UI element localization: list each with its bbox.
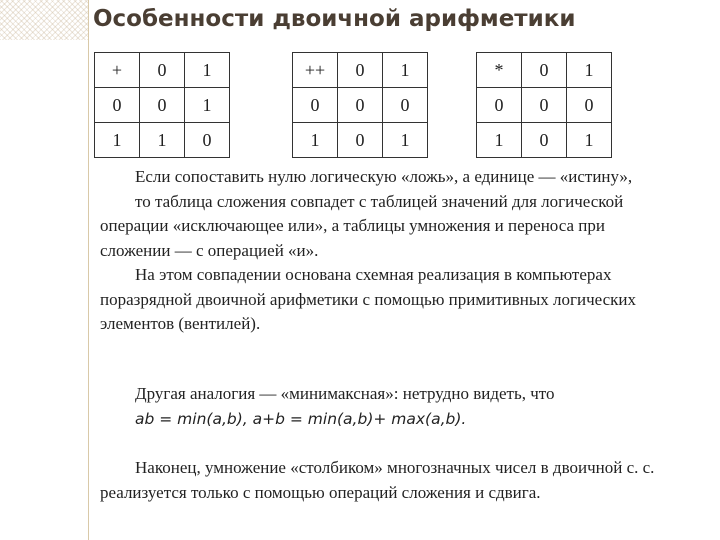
- table-cell: 0: [338, 88, 383, 123]
- table-cell: 1: [567, 123, 612, 158]
- table-cell: *: [477, 53, 522, 88]
- paragraph-logic-mapping: Если сопоставить нулю логическую «ложь», а единице — «истину»,: [135, 167, 633, 186]
- table-cell: +: [95, 53, 140, 88]
- table-cell: 0: [140, 88, 185, 123]
- table-row: [95, 123, 230, 158]
- table-cell: 0: [185, 123, 230, 158]
- table-cell: 1: [95, 123, 140, 158]
- table-cell: 0: [522, 53, 567, 88]
- addition-table: [94, 52, 230, 158]
- table-cell: 0: [522, 88, 567, 123]
- paragraph-multiplication: Наконец, умножение «столбиком» многозначных чисел в двоичной с. с. реализуется только с помощью операций сложения и сдвига.: [100, 458, 655, 502]
- table-cell: 0: [338, 53, 383, 88]
- formula-minmax: ab = min(a,b), a+b = min(a,b)+ max(a,b).: [135, 409, 467, 428]
- table-cell: 0: [383, 88, 428, 123]
- table-cell: 1: [383, 123, 428, 158]
- table-cell: 0: [95, 88, 140, 123]
- table-cell: 1: [185, 53, 230, 88]
- table-cell: 0: [567, 88, 612, 123]
- decorative-vertical-line: [88, 0, 89, 540]
- paragraph-xor-and: то таблица сложения совпадет с таблицей значений для логической операции «исключающее или», а таблицы умножения и переноса при сложении — с операцией «и».: [100, 191, 624, 260]
- table-cell: 0: [477, 88, 522, 123]
- table-cell: 0: [522, 123, 567, 158]
- table-cell: 1: [185, 88, 230, 123]
- table-row: [293, 53, 428, 88]
- table-row: [293, 88, 428, 123]
- carry-table: [292, 52, 428, 158]
- paragraph-circuit-implementation: На этом совпадении основана схемная реализация в компьютерах поразрядной двоичной арифметики с помощью примитивных логических элементов (вентилей).: [100, 265, 636, 333]
- paragraph-minimax: Другая аналогия — «минимаксная»: нетрудно видеть, что: [135, 384, 555, 403]
- table-cell: ++: [293, 53, 338, 88]
- slide-title: Особенности двоичной арифметики: [93, 6, 576, 32]
- table-cell: 1: [293, 123, 338, 158]
- table-cell: 0: [293, 88, 338, 123]
- multiplication-table: [476, 52, 612, 158]
- table-cell: 1: [383, 53, 428, 88]
- final-block: [100, 456, 660, 505]
- main-text-block: [100, 165, 660, 337]
- table-cell: 1: [140, 123, 185, 158]
- table-row: [477, 88, 612, 123]
- table-row: [293, 123, 428, 158]
- minimax-block: [100, 382, 660, 431]
- table-row: [95, 88, 230, 123]
- table-row: [95, 53, 230, 88]
- table-cell: 1: [567, 53, 612, 88]
- table-row: [477, 53, 612, 88]
- table-cell: 1: [477, 123, 522, 158]
- table-cell: 0: [140, 53, 185, 88]
- decorative-pattern: [0, 0, 88, 40]
- table-row: [477, 123, 612, 158]
- table-cell: 0: [338, 123, 383, 158]
